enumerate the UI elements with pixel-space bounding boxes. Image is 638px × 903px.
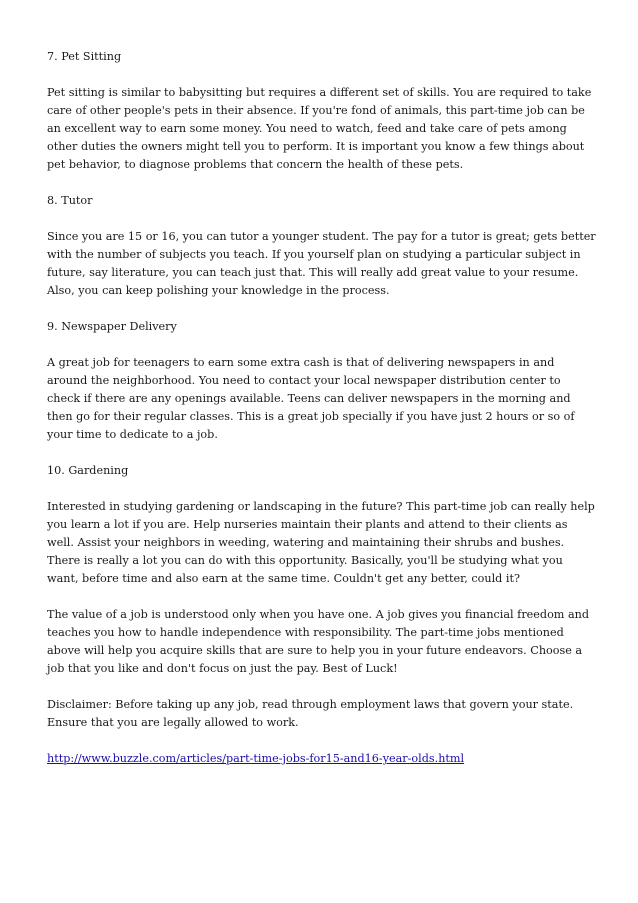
section-body-gardening: Interested in studying gardening or landscaping in the future? This part-time job can really help you learn a lot if you are. Help nurseries maintain their plants and attend to their clients as well. Assist your neighbors in weeding, watering and maintaining their shrubs and bushes. There is really a lot you can do with this opportunity. Basically, you'll be studying what you want, before time and also earn at the same time. Couldn't get any better, could it? — [47, 500, 595, 585]
section-heading-tutor: 8. Tutor — [47, 194, 93, 207]
section-heading-pet-sitting: 7. Pet Sitting — [47, 50, 122, 63]
section-body-pet-sitting: Pet sitting is similar to babysitting but requires a different set of skills. You are required to take care of other people's pets in their absence. If you're fond of animals, this part-time job can be an excellent way to earn some money. You need to watch, feed and take care of pets among other duties the owners might tell you to perform. It is important you know a few things about pet behavior, to diagnose problems that concern the health of these pets. — [47, 86, 592, 171]
document-page — [47, 48, 597, 786]
conclusion-paragraph: The value of a job is understood only when you have one. A job gives you financial freedom and teaches you how to handle independence with responsibility. The part-time jobs mentioned above will help you acquire skills that are sure to help you in your future endeavors. Choose a job that you like and don't focus on just the pay. Best of Luck! — [47, 608, 590, 675]
section-body-newspaper-delivery: A great job for teenagers to earn some extra cash is that of delivering newspapers in and around the neighborhood. You need to contact your local newspaper distribution center to check if there are any openings available. Teens can deliver newspapers in the morning and then go for their regular classes. This is a great job specially if you have just 2 hours or so of your time to dedicate to a job. — [47, 356, 575, 441]
section-heading-gardening: 10. Gardening — [47, 464, 129, 477]
section-body-tutor: Since you are 15 or 16, you can tutor a younger student. The pay for a tutor is great; gets better with the number of subjects you teach. If you yourself plan on studying a particular subject in future, say literature, you can teach just that. This will really add great value to your resume. Also, you can keep polishing your knowledge in the process. — [47, 230, 596, 297]
section-heading-newspaper-delivery: 9. Newspaper Delivery — [47, 320, 177, 333]
source-link[interactable]: http://www.buzzle.com/articles/part-time-jobs-for15-and16-year-olds.html — [47, 752, 465, 765]
disclaimer-paragraph: Disclaimer: Before taking up any job, read through employment laws that govern your state. Ensure that you are legally allowed to work. — [47, 698, 574, 729]
source-link-paragraph — [47, 750, 597, 768]
